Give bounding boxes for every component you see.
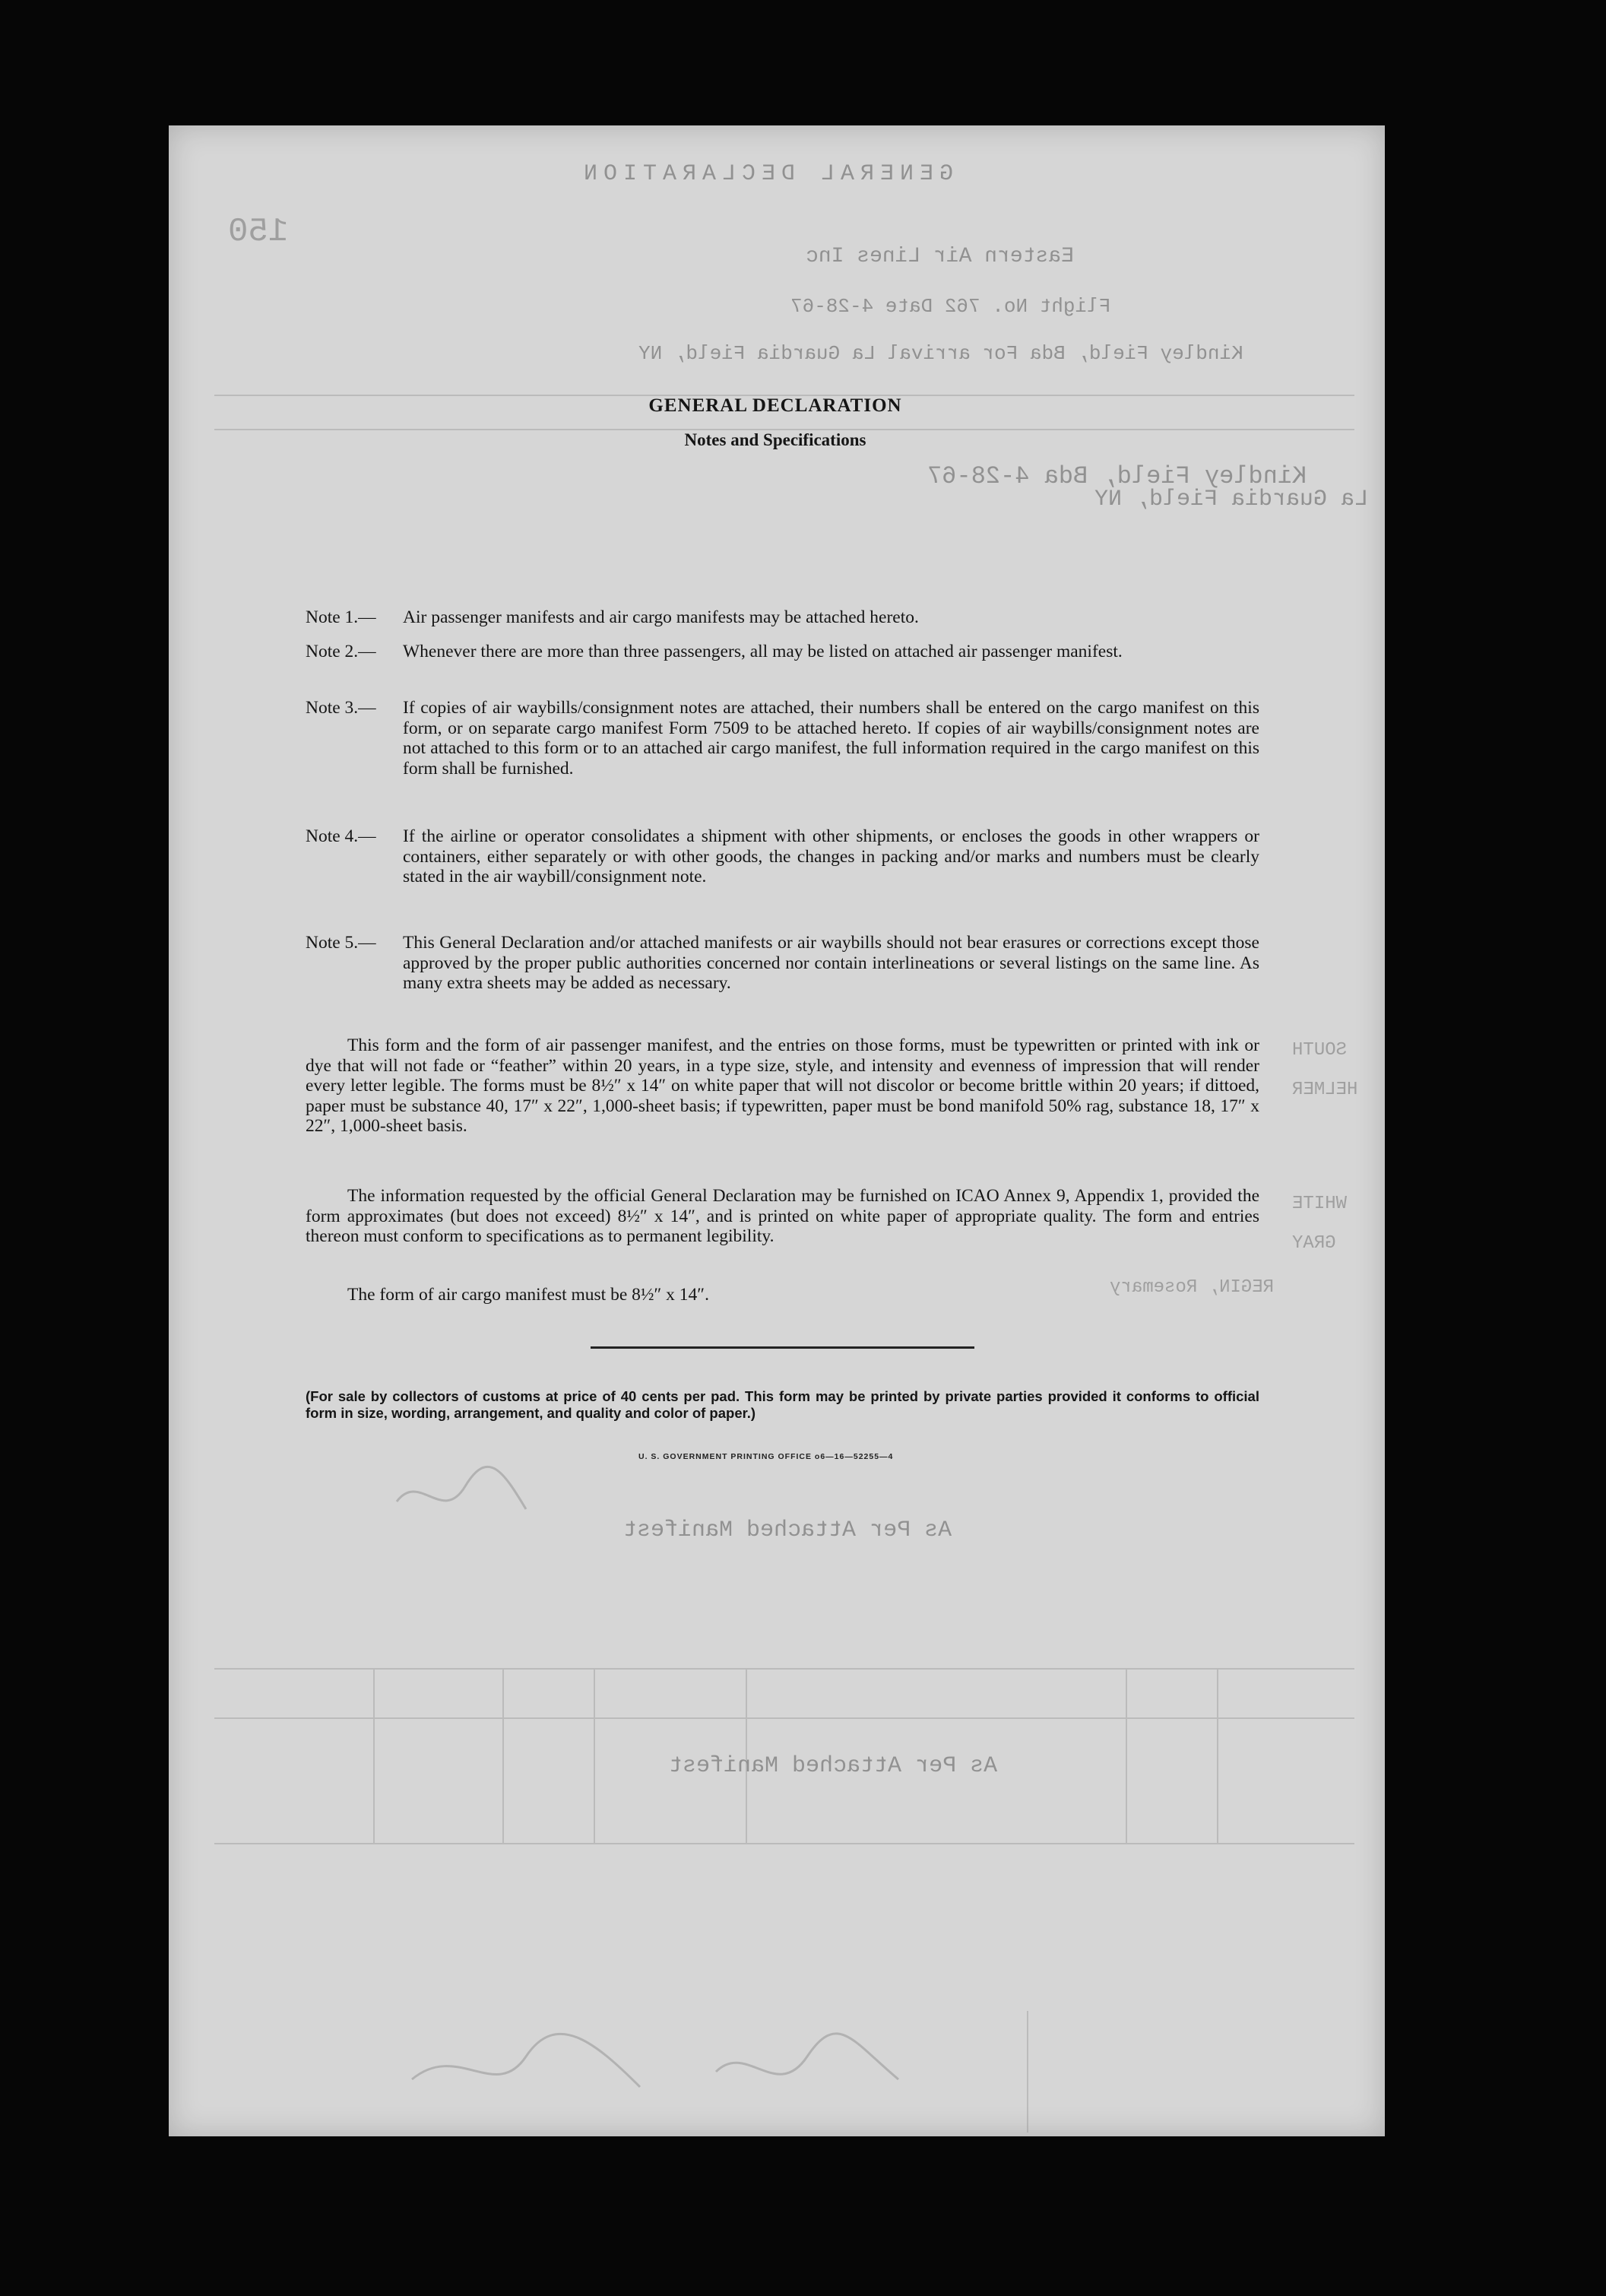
note-2 — [306, 642, 1259, 662]
note-text: Air passenger manifests and air cargo manifests may be attached hereto. — [403, 607, 919, 627]
note-label: Note 2.— — [306, 642, 376, 661]
note-text: If copies of air waybills/consignment notes are attached, their numbers shall be entered on the cargo manifest on this form, or on separate cargo manifest Form 7509 to be attached hereto. If copies of air waybills/consignment notes are not attached to this form or to an attached air cargo manifest, the full information required in the cargo manifest on this form shall be furnished. — [403, 698, 1259, 779]
bleed-through-flight-line: Flight No. 762 Date 4-28-67 — [790, 295, 1111, 318]
note-label: Note 5.— — [306, 933, 376, 953]
note-5 — [306, 933, 1259, 994]
page-title: GENERAL DECLARATION — [648, 395, 902, 416]
bleed-through-crew-name: HELMER — [1292, 1080, 1358, 1100]
icao-paragraph: The information requested by the official General Declaration may be furnished on ICAO Annex 9, Appendix 1, provided the form approximates (but does not exceed) 8½″ x 14″, and is printed on white paper of appropriate quality. The form and entries thereon must conform to specifications as to permanent legibility. — [306, 1186, 1259, 1246]
note-text: If the airline or operator consolidates a shipment with other shipments, or encloses the goods in other wrappers or containers, either separately or with other goods, the changes in packing and/or marks and numbers must be clearly stated in the air waybill/consignment note. — [403, 826, 1259, 886]
bleed-through-itinerary-1: Kindley Field, Bda 4-28-67 — [927, 462, 1307, 490]
bleed-through-itinerary-2: La Guardia Field, NY — [1094, 487, 1369, 512]
divider-rule — [591, 1346, 974, 1349]
bleed-through-passenger-manifest: As Per Attached Manifest — [623, 1517, 952, 1543]
bleed-through-crew-name: GRAY — [1292, 1233, 1336, 1254]
bleed-through-crew-name: SOUTH — [1292, 1040, 1348, 1061]
note-text: Whenever there are more than three passengers, all may be listed on attached air passenger manifest. — [403, 642, 1123, 661]
note-label: Note 3.— — [306, 698, 376, 718]
bleed-through-cargo-manifest: As Per Attached Manifest — [669, 1753, 998, 1779]
note-label: Note 4.— — [306, 826, 376, 846]
sale-note: (For sale by collectors of customs at price of 40 cents per pad. This form may be printed by private parties provided it conforms to official form in size, wording, arrangement, and quality and color of paper.) — [306, 1388, 1259, 1421]
note-label: Note 1.— — [306, 607, 376, 627]
legibility-paragraph: This form and the form of air passenger manifest, and the entries on those forms, must be typewritten or printed with ink or dye that will not fade or “feather” within 20 years, in a type size, style, and intensity and evenness of impression that will render every letter legible. The forms must be 8½″ x 14″ on white paper that will not discolor or become brittle within 20 years; if dittoed, paper must be substance 40, 17″ x 22″, 1,000-sheet basis; if typewritten, paper must be bond manifold 50% rag, substance 18, 17″ x 22″, 1,000-sheet basis. — [306, 1035, 1259, 1136]
bleed-through-operator: Eastern Air Lines Inc — [806, 245, 1074, 268]
note-3 — [306, 698, 1259, 779]
cargo-manifest-paragraph: The form of air cargo manifest must be 8½″ x 14″. — [347, 1285, 709, 1305]
bleed-through-stamp-number: 150 — [228, 213, 289, 251]
note-text: This General Declaration and/or attached manifests or air waybills should not bear erasures or corrections except those approved by the proper public authorities concerned nor contain interlineations or several listings on the same line. As many extra sheets may be added as necessary. — [403, 933, 1259, 993]
note-4 — [306, 826, 1259, 887]
bleed-through-crew-name: REGIN, Rosemary — [1110, 1277, 1275, 1298]
bleed-through-route-line: Kindley Field, Bda For arrival La Guardia Field, NY — [638, 342, 1243, 365]
page-subtitle: Notes and Specifications — [684, 430, 866, 449]
bleed-through-header: GENERAL DECLARATION — [578, 161, 954, 187]
printing-office-line: U. S. GOVERNMENT PRINTING OFFICE o6—16—52255—4 — [638, 1452, 894, 1461]
note-1 — [306, 607, 1259, 628]
bleed-through-crew-name: WHITE — [1292, 1194, 1348, 1214]
